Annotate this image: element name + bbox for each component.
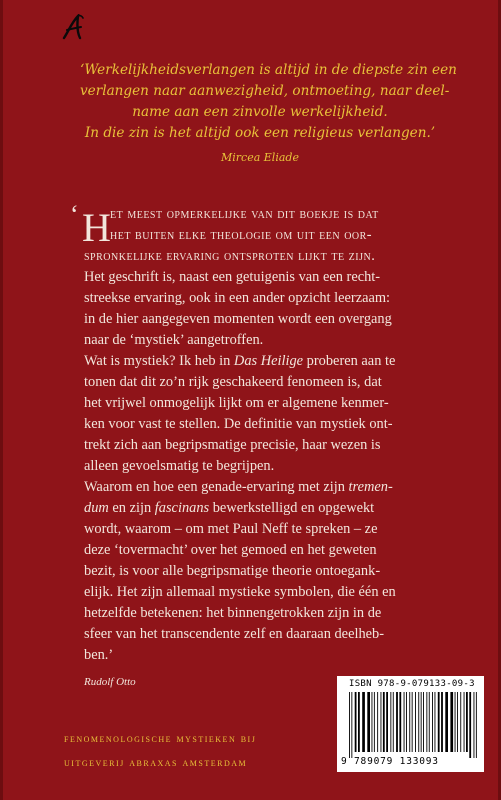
barcode-bar <box>358 692 360 752</box>
barcode-bar <box>351 692 352 758</box>
publisher-imprint <box>64 726 364 774</box>
paragraph-1 <box>70 200 418 267</box>
barcode-bar <box>450 692 453 752</box>
barcode-bar <box>367 692 370 752</box>
barcode-bar <box>438 692 440 752</box>
text-run: Waarom en hoe een genade-ervaring met zijn <box>84 479 349 495</box>
barcode-bar <box>377 692 378 752</box>
text-run: Wat is mystiek? Ik heb in <box>84 353 234 369</box>
paragraph-3 <box>84 351 418 477</box>
paragraph-line: Het geschrift is, naast een getuigenis van een recht- <box>84 269 381 285</box>
epigraph <box>80 60 457 166</box>
paragraph-line: trekt zich aan begripsmatige precisie, haar wezen is <box>84 437 381 453</box>
paragraph-line: sfeer van het transcendente zelf en daaraan deelheb- <box>84 626 385 642</box>
latin-term: tremen- <box>348 479 393 495</box>
paragraph-line: in de hier aangegeven momenten wordt een overgang <box>84 311 392 327</box>
paragraph-line: wordt, waarom – om met Paul Neff te spreken – ze <box>84 521 378 537</box>
barcode-bar <box>423 692 424 752</box>
barcode-bar <box>421 692 422 752</box>
barcode-bar <box>464 692 465 752</box>
paragraph-line: tonen dat dit zo’n rijk geschakeerd fenomeen is, dat <box>84 374 382 390</box>
barcode-bar <box>372 692 373 752</box>
barcode-digits: 9 789079 133093 <box>341 756 439 767</box>
latin-term: fascinans <box>154 500 210 516</box>
book-title: Das Heilige <box>233 353 304 369</box>
epigraph-line: ‘Werkelijkheidsverlangen is altijd in de diepste zin een <box>80 62 457 78</box>
barcode-bar <box>381 692 382 752</box>
paragraph-line: ken voor vast te stellen. De definitie van mystiek ont- <box>84 416 393 432</box>
barcode-bar <box>432 692 433 752</box>
text-run: en zijn <box>108 500 155 516</box>
publisher-line: uitgeverij abraxas amsterdam <box>64 755 248 769</box>
barcode-bar <box>415 692 416 752</box>
barcode-bar <box>404 692 405 752</box>
text-run: proberen aan te <box>303 353 396 369</box>
paragraph-line: naar de ‘mystiek’ aangetroffen. <box>84 332 264 348</box>
epigraph-line: verlangen naar aanwezigheid, ontmoeting, naar deel- <box>80 83 450 99</box>
isbn-label: ISBN 978-9-079133-09-3 <box>349 679 475 689</box>
paragraph-line: hetzelfde betekenen: het binnengetrokken zijn in de <box>84 605 382 621</box>
barcode-bar <box>349 692 350 758</box>
barcode-bar <box>466 692 468 752</box>
isbn-barcode <box>337 676 484 772</box>
quote-author: Rudolf Otto <box>84 676 136 688</box>
barcode-bar <box>469 692 471 758</box>
paragraph-2 <box>84 267 418 351</box>
barcode-bar <box>355 692 357 752</box>
barcode-bar <box>399 692 401 752</box>
barcode-bar <box>374 692 375 752</box>
barcode-bar <box>409 692 410 752</box>
text-run: bewerkstelligd en opgewekt <box>209 500 375 516</box>
opening-quote-mark: ‘ <box>70 200 79 229</box>
paragraph-line <box>84 498 418 519</box>
paragraph-line <box>84 477 418 498</box>
paragraph-line: spronkelijke ervaring ontsproten lijkt te zijn. <box>84 248 376 264</box>
paragraph-line: het buiten elke theologie om uit een oor- <box>110 227 373 243</box>
epigraph-author: Mircea Eliade <box>221 151 299 164</box>
barcode-bar <box>429 692 430 752</box>
barcode-bar <box>426 692 427 752</box>
barcode-bar <box>460 692 461 752</box>
barcode-bars <box>349 692 477 758</box>
publisher-line: fenomenologische mystieken bij <box>64 731 257 745</box>
paragraph-line: het vrijwel onmogelijk lijkt om er algemene kenmer- <box>84 395 389 411</box>
barcode-bar <box>457 692 458 752</box>
barcode-bar <box>412 692 413 752</box>
barcode-bar <box>396 692 398 752</box>
paragraph-4 <box>84 477 418 666</box>
paragraph-line: deze ‘tovermacht’ over het gemoed en het geweten <box>84 542 377 558</box>
paragraph-line: elijk. Het zijn allemaal mystieke symbolen, die één en <box>84 584 396 600</box>
paragraph-line: ben.’ <box>84 647 114 663</box>
barcode-bar <box>406 692 407 752</box>
barcode-bar <box>418 692 419 752</box>
epigraph-line: In die zin is het altijd ook een religieus verlangen.’ <box>84 125 436 141</box>
barcode-bar <box>474 692 475 758</box>
latin-term: dum <box>84 500 109 516</box>
barcode-bar <box>476 692 477 758</box>
barcode-bar <box>445 692 448 752</box>
barcode-bar <box>393 692 394 752</box>
barcode-bar <box>362 692 365 752</box>
barcode-bar <box>390 692 391 752</box>
epigraph-line: name aan een zinvolle werkelijkheid. <box>132 104 388 120</box>
barcode-bar <box>435 692 436 752</box>
barcode-bar <box>441 692 443 752</box>
barcode-bar <box>386 692 388 752</box>
drop-cap: H <box>82 205 111 250</box>
paragraph-line: streekse ervaring, ook in een ander opzicht leerzaam: <box>84 290 391 306</box>
paragraph-line: et meest opmerkelijke van dit boekje is dat <box>110 206 379 222</box>
abraxas-a-logo-icon <box>62 14 84 40</box>
paragraph-line <box>84 351 418 372</box>
blurb-text <box>70 200 418 666</box>
barcode-bar <box>383 692 385 752</box>
barcode-bar <box>455 692 456 752</box>
paragraph-line: alleen gevoelsmatig te begrijpen. <box>84 458 275 474</box>
paragraph-line: bezit, is voor alle begripsmatige theorie ontoegank- <box>84 563 381 579</box>
